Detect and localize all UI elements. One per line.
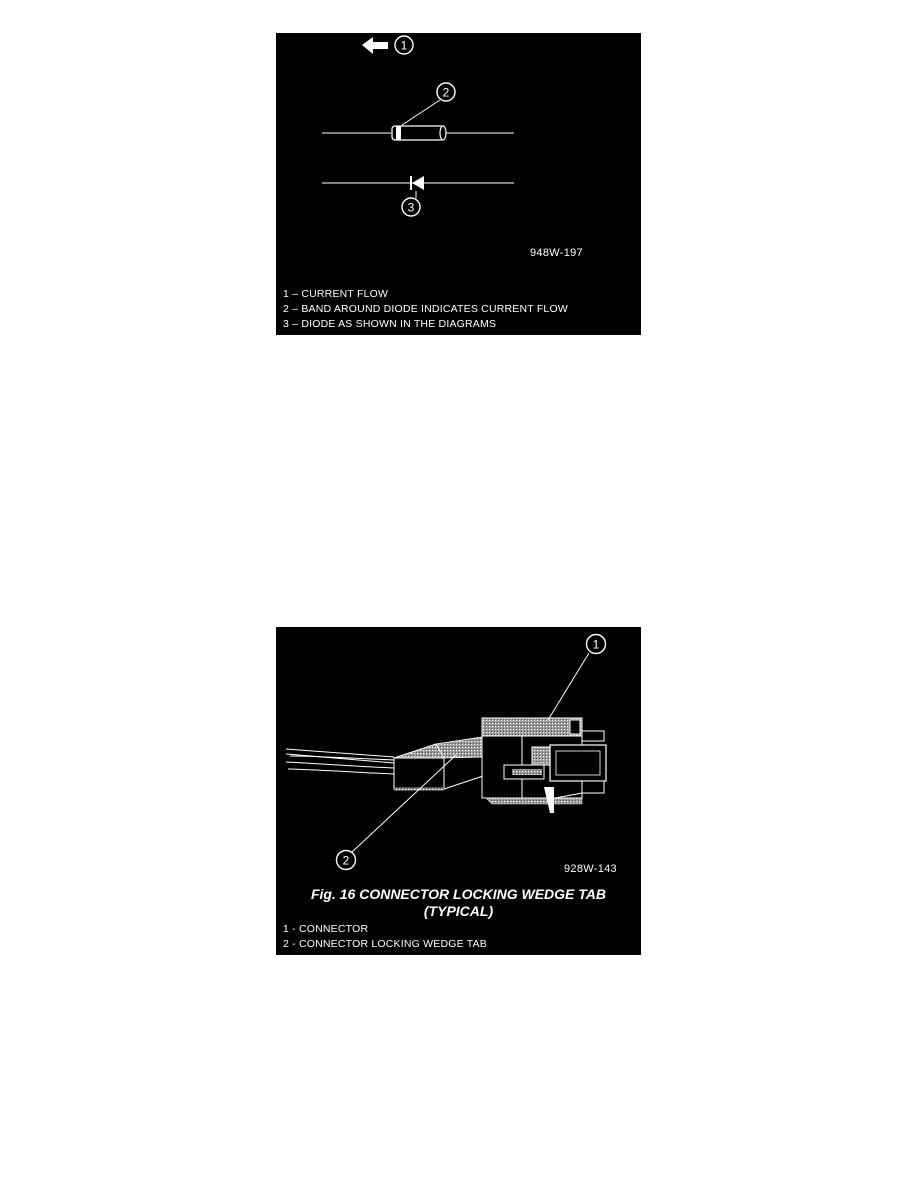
callout-1 [548,635,606,721]
callout-1 [395,36,413,54]
legend-item: 1 - CONNECTOR [283,923,369,935]
svg-text:3: 3 [407,200,415,215]
diode-component [322,126,514,140]
figure-code: 928W-143 [564,863,617,875]
svg-text:2: 2 [442,85,450,100]
caption-line: (TYPICAL) [423,903,494,919]
legend-item: 2 – BAND AROUND DIODE INDICATES CURRENT FLOW [283,303,568,315]
diode-symbol [322,176,514,198]
current-flow-arrow [362,37,388,54]
svg-text:1: 1 [592,637,600,652]
diode-figure [276,33,641,335]
figure-caption [276,886,641,920]
caption-line: Fig. 16 CONNECTOR LOCKING WEDGE TAB [310,886,607,902]
legend-item: 1 – CURRENT FLOW [283,288,389,300]
figure-legend [283,287,568,332]
figure-code: 948W-197 [530,247,583,259]
callout-2 [402,83,455,125]
legend-item: 2 - CONNECTOR LOCKING WEDGE TAB [283,938,487,950]
wire-bundle [286,749,394,774]
callout-3 [402,198,420,216]
locking-wedge-tab [436,737,482,758]
figure-legend [283,922,487,952]
svg-text:2: 2 [342,853,350,868]
legend-item: 3 – DIODE AS SHOWN IN THE DIAGRAMS [283,318,497,330]
connector-figure [276,627,641,955]
svg-text:1: 1 [400,38,408,53]
